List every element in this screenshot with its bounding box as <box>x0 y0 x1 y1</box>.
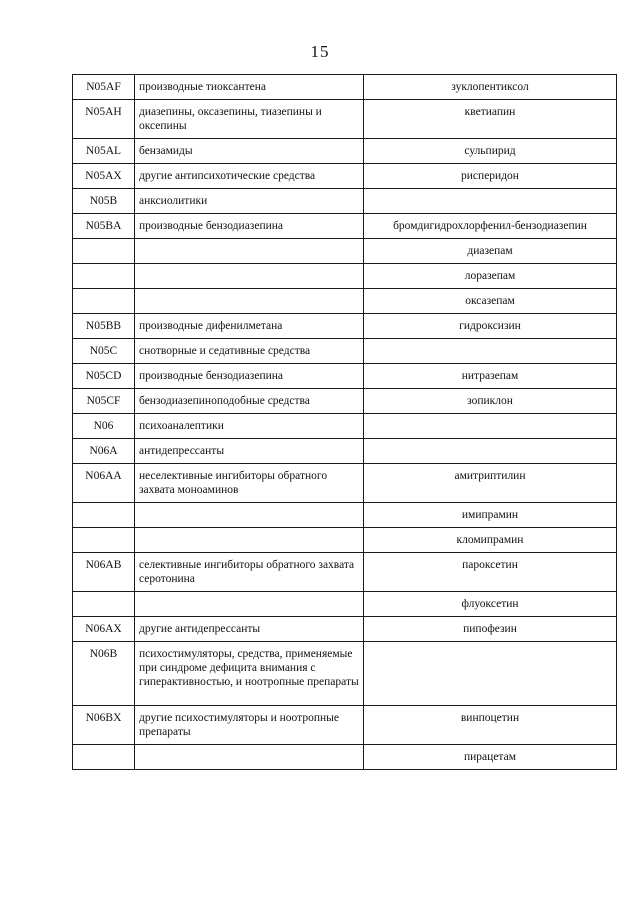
atc-code-cell: N05AH <box>73 100 135 139</box>
atc-code-cell <box>73 239 135 264</box>
table-row <box>73 389 617 414</box>
atc-code-cell: N05BA <box>73 214 135 239</box>
table-row <box>73 214 617 239</box>
atc-code-cell: N06B <box>73 642 135 706</box>
drug-name-cell: пирацетам <box>364 745 617 770</box>
table-row <box>73 100 617 139</box>
drug-name-cell: зопиклон <box>364 389 617 414</box>
table-row <box>73 414 617 439</box>
atc-code-cell <box>73 503 135 528</box>
group-name-cell <box>135 289 364 314</box>
atc-code-cell: N06AA <box>73 464 135 503</box>
drug-name-cell: лоразепам <box>364 264 617 289</box>
table-row <box>73 264 617 289</box>
drug-name-cell: имипрамин <box>364 503 617 528</box>
drug-name-cell: бромдигидрохлорфенил-бензодиазепин <box>364 214 617 239</box>
atc-code-cell <box>73 745 135 770</box>
table-row <box>73 314 617 339</box>
group-name-cell: антидепрессанты <box>135 439 364 464</box>
drug-name-cell: пароксетин <box>364 553 617 592</box>
drug-classification-table <box>72 74 617 770</box>
group-name-cell: психостимуляторы, средства, применяемые при синдроме дефицита внимания с гиперактивностью, и ноотропные препараты <box>135 642 364 706</box>
atc-code-cell: N05B <box>73 189 135 214</box>
drug-name-cell: винпоцетин <box>364 706 617 745</box>
table-row <box>73 364 617 389</box>
atc-code-cell: N06 <box>73 414 135 439</box>
drug-name-cell: нитразепам <box>364 364 617 389</box>
atc-code-cell: N05CD <box>73 364 135 389</box>
group-name-cell: бензамиды <box>135 139 364 164</box>
table-body <box>73 75 617 770</box>
drug-name-cell: рисперидон <box>364 164 617 189</box>
group-name-cell <box>135 503 364 528</box>
atc-code-cell: N05AL <box>73 139 135 164</box>
group-name-cell: производные бензодиазепина <box>135 214 364 239</box>
table-row <box>73 464 617 503</box>
group-name-cell: диазепины, оксазепины, тиазепины и оксепины <box>135 100 364 139</box>
atc-code-cell: N06BX <box>73 706 135 745</box>
table-row <box>73 642 617 706</box>
atc-code-cell <box>73 289 135 314</box>
group-name-cell: производные тиоксантена <box>135 75 364 100</box>
drug-name-cell <box>364 189 617 214</box>
table-row <box>73 706 617 745</box>
atc-code-cell: N05CF <box>73 389 135 414</box>
atc-code-cell <box>73 528 135 553</box>
group-name-cell: другие психостимуляторы и ноотропные препараты <box>135 706 364 745</box>
atc-code-cell: N06A <box>73 439 135 464</box>
atc-code-cell <box>73 264 135 289</box>
drug-name-cell: оксазепам <box>364 289 617 314</box>
group-name-cell <box>135 528 364 553</box>
drug-name-cell: кветиапин <box>364 100 617 139</box>
drug-name-cell <box>364 339 617 364</box>
atc-code-cell: N05C <box>73 339 135 364</box>
table-row <box>73 592 617 617</box>
drug-name-cell: кломипрамин <box>364 528 617 553</box>
atc-code-cell: N06AX <box>73 617 135 642</box>
drug-name-cell <box>364 414 617 439</box>
drug-name-cell: амитриптилин <box>364 464 617 503</box>
group-name-cell: другие антипсихотические средства <box>135 164 364 189</box>
table-row <box>73 75 617 100</box>
group-name-cell: снотворные и седативные средства <box>135 339 364 364</box>
table-row <box>73 503 617 528</box>
table-row <box>73 164 617 189</box>
table-row <box>73 339 617 364</box>
table-row <box>73 239 617 264</box>
table-row <box>73 439 617 464</box>
page-number: 15 <box>310 42 330 61</box>
table-row <box>73 745 617 770</box>
drug-name-cell: диазепам <box>364 239 617 264</box>
drug-name-cell: пипофезин <box>364 617 617 642</box>
table-row <box>73 553 617 592</box>
group-name-cell: анксиолитики <box>135 189 364 214</box>
group-name-cell: бензодиазепиноподобные средства <box>135 389 364 414</box>
atc-code-cell <box>73 592 135 617</box>
drug-name-cell: зуклопентиксол <box>364 75 617 100</box>
table-row <box>73 528 617 553</box>
group-name-cell: производные бензодиазепина <box>135 364 364 389</box>
atc-code-cell: N05AF <box>73 75 135 100</box>
table-row <box>73 139 617 164</box>
atc-code-cell: N05AX <box>73 164 135 189</box>
drug-name-cell <box>364 642 617 706</box>
atc-code-cell: N05BB <box>73 314 135 339</box>
atc-code-cell: N06AB <box>73 553 135 592</box>
drug-name-cell: сульпирид <box>364 139 617 164</box>
group-name-cell <box>135 239 364 264</box>
group-name-cell <box>135 745 364 770</box>
table-row <box>73 189 617 214</box>
drug-name-cell <box>364 439 617 464</box>
group-name-cell: неселективные ингибиторы обратного захвата моноаминов <box>135 464 364 503</box>
group-name-cell: производные дифенилметана <box>135 314 364 339</box>
drug-name-cell: гидроксизин <box>364 314 617 339</box>
table-row <box>73 289 617 314</box>
drug-name-cell: флуоксетин <box>364 592 617 617</box>
table-row <box>73 617 617 642</box>
group-name-cell <box>135 592 364 617</box>
group-name-cell: селективные ингибиторы обратного захвата серотонина <box>135 553 364 592</box>
group-name-cell <box>135 264 364 289</box>
group-name-cell: психоаналептики <box>135 414 364 439</box>
group-name-cell: другие антидепрессанты <box>135 617 364 642</box>
